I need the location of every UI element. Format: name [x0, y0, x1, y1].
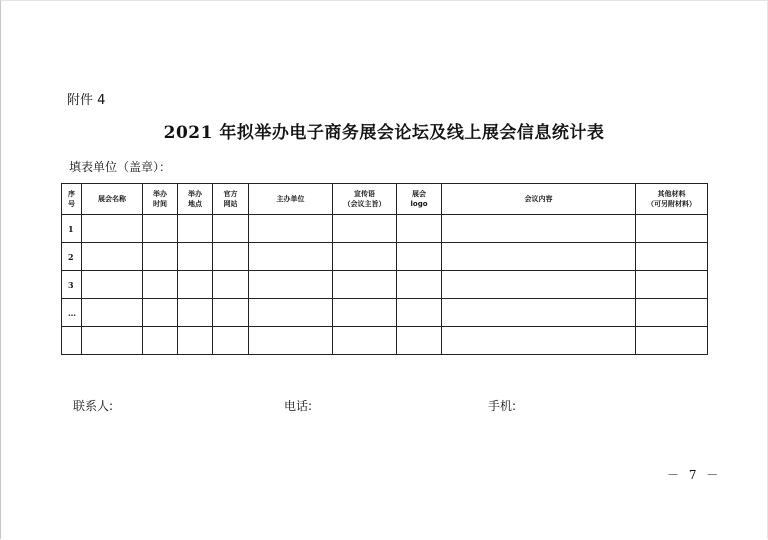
table-cell [333, 299, 397, 327]
table-cell [213, 243, 249, 271]
table-cell [333, 215, 397, 243]
column-header [82, 184, 143, 215]
column-header-text: 网站 [223, 200, 238, 208]
table-cell [636, 243, 708, 271]
table-cell [82, 215, 143, 243]
column-header [333, 184, 397, 215]
column-header-text: 主办单位 [276, 195, 305, 203]
mobile-label: 手机: [488, 399, 517, 413]
table-cell [442, 243, 636, 271]
column-header-text: （会议主旨） [343, 200, 386, 208]
column-header-text: 展会 [412, 190, 426, 198]
table-row [62, 299, 708, 327]
table-row [62, 271, 708, 299]
row-number: 2 [62, 243, 82, 271]
statistics-table [61, 183, 708, 355]
table-row [62, 243, 708, 271]
table-cell [213, 299, 249, 327]
document-title: 2021 年拟举办电子商务展会论坛及线上展会信息统计表 [163, 123, 605, 143]
table-cell [397, 215, 442, 243]
row-number [62, 327, 82, 355]
column-header [143, 184, 178, 215]
table-row [62, 215, 708, 243]
table-cell [143, 299, 178, 327]
table-cell [249, 271, 333, 299]
column-header-text: 号 [68, 200, 75, 208]
table-cell [213, 271, 249, 299]
table-cell [442, 327, 636, 355]
table-cell [178, 271, 213, 299]
table-cell [636, 327, 708, 355]
row-number: … [62, 299, 82, 327]
column-header [62, 184, 82, 215]
table-cell [143, 243, 178, 271]
column-header [636, 184, 708, 215]
table-cell [143, 271, 178, 299]
table-cell [143, 215, 178, 243]
table-cell [249, 215, 333, 243]
table-cell [178, 243, 213, 271]
column-header [213, 184, 249, 215]
column-header-text: 时间 [153, 200, 167, 208]
table-cell [442, 299, 636, 327]
column-header-text: 官方 [223, 190, 238, 198]
table-cell [249, 243, 333, 271]
table-cell [178, 299, 213, 327]
table-header-row [62, 184, 708, 215]
table-cell [178, 215, 213, 243]
column-header-text: 举办 [153, 190, 167, 198]
table-cell [178, 327, 213, 355]
phone-label: 电话: [284, 399, 313, 413]
table-cell [397, 327, 442, 355]
table-cell [249, 327, 333, 355]
column-header-text: （可另附材料） [647, 200, 696, 208]
table-cell [397, 299, 442, 327]
attachment-label: 附件 4 [67, 93, 106, 108]
table-cell [397, 243, 442, 271]
table-cell [333, 327, 397, 355]
table-cell [333, 271, 397, 299]
column-header [397, 184, 442, 215]
column-header-text: 会议内容 [524, 195, 553, 203]
table-cell [82, 299, 143, 327]
table-cell [213, 327, 249, 355]
column-header [249, 184, 333, 215]
row-number: 1 [62, 215, 82, 243]
column-header [178, 184, 213, 215]
column-header [442, 184, 636, 215]
contact-person-label: 联系人: [73, 399, 114, 413]
table-cell [442, 215, 636, 243]
column-header-text: 展会名称 [98, 195, 126, 203]
table-cell [213, 215, 249, 243]
table-cell [636, 215, 708, 243]
column-header-text: 序 [68, 190, 75, 198]
column-header-text: 宣传语 [354, 190, 375, 198]
column-header-text: 地点 [188, 200, 202, 208]
table-cell [442, 271, 636, 299]
table-cell [143, 327, 178, 355]
table-cell [249, 299, 333, 327]
table-body [62, 215, 708, 355]
table-row [62, 327, 708, 355]
table-cell [82, 243, 143, 271]
table-cell [636, 271, 708, 299]
column-header-text: 其他材料 [657, 190, 686, 198]
page-number: － 7 － [667, 468, 722, 482]
table-cell [397, 271, 442, 299]
filler-unit-label: 填表单位（盖章）： [69, 160, 172, 174]
row-number: 3 [62, 271, 82, 299]
table-cell [636, 299, 708, 327]
column-header-text: 举办 [188, 190, 202, 198]
table-cell [82, 327, 143, 355]
table-cell [82, 271, 143, 299]
column-header-text: logo [410, 200, 428, 208]
table-cell [333, 243, 397, 271]
